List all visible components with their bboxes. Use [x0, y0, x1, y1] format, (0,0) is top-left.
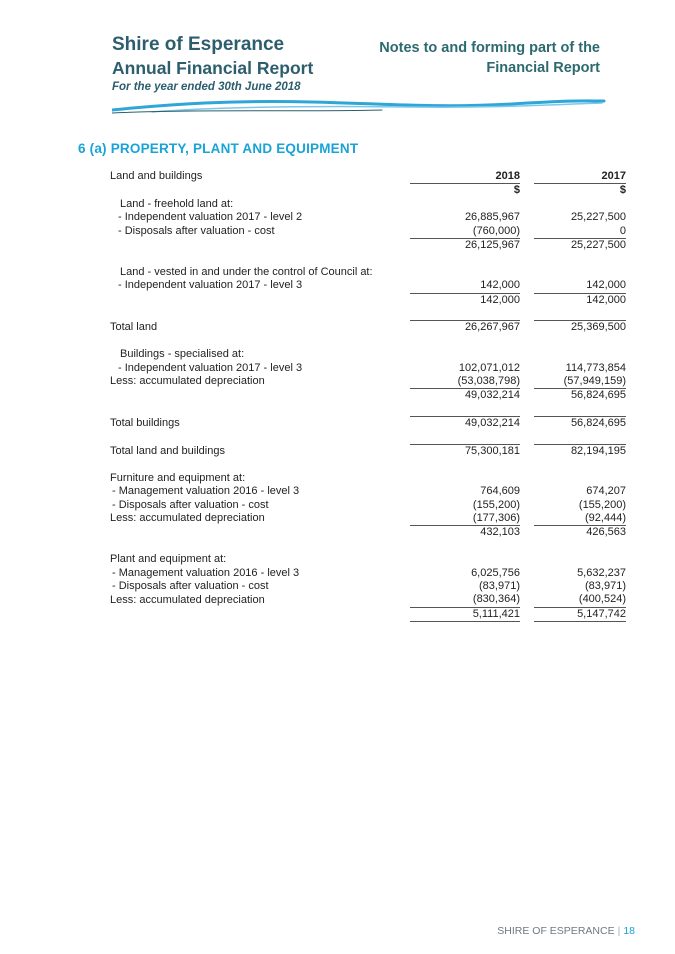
value-2018: 26,885,967	[464, 211, 520, 224]
table-row	[110, 225, 626, 239]
row-label	[110, 252, 410, 265]
table-row	[110, 293, 626, 307]
value-2017: 142,000	[534, 293, 626, 307]
report-title: Shire of Esperance	[112, 34, 285, 55]
row-label: - Independent valuation 2017 - level 2	[118, 211, 303, 224]
value-2018	[410, 198, 520, 211]
row-label	[110, 540, 410, 553]
value-2018: (177,306)	[472, 512, 520, 525]
value-2017: 114,773,854	[565, 361, 626, 374]
value-2017: (155,200)	[578, 498, 626, 511]
value-2018	[410, 335, 520, 348]
table-row	[110, 403, 626, 417]
table-row	[110, 512, 626, 526]
value-2017: 0	[619, 224, 626, 237]
value-2017: 426,563	[534, 526, 626, 540]
row-label	[110, 403, 410, 417]
notes-title-line2: Financial Report	[486, 60, 600, 76]
row-label: - Independent valuation 2017 - level 3	[118, 361, 303, 374]
table-row	[110, 307, 626, 321]
row-label	[110, 526, 410, 540]
row-label: - Disposals after valuation - cost	[112, 580, 269, 593]
value-2017: (400,524)	[578, 593, 626, 606]
row-label: Buildings - specialised at:	[120, 348, 245, 361]
table-row	[110, 348, 626, 361]
value-2018: 432,103	[410, 526, 520, 540]
row-label: - Management valuation 2016 - level 3	[112, 485, 300, 498]
table-row	[110, 252, 626, 265]
row-label: Total buildings	[110, 417, 180, 429]
value-2017	[534, 307, 626, 321]
page-footer	[497, 925, 635, 937]
value-2017: (92,444)	[585, 512, 626, 525]
value-2017	[534, 252, 626, 265]
table-row	[110, 211, 626, 224]
value-2017: 56,824,695	[534, 417, 626, 431]
value-2018: 102,071,012	[458, 361, 520, 374]
column-2017-header: 2017	[534, 170, 626, 184]
value-2017	[534, 198, 626, 211]
notes-title-line1: Notes to and forming part of the	[379, 40, 600, 56]
value-2018: (760,000)	[472, 224, 520, 237]
table-row	[110, 567, 626, 580]
value-2018	[410, 266, 520, 279]
row-label	[110, 431, 410, 445]
table-first-label: Land and buildings	[110, 170, 203, 183]
ppe-table	[110, 170, 626, 622]
value-2017: 674,207	[586, 485, 626, 498]
value-2017: 5,147,742	[534, 607, 626, 621]
row-label: Land - vested in and under the control of Council at:	[120, 265, 373, 278]
value-2018: 49,032,214	[410, 389, 520, 403]
value-2018	[410, 252, 520, 265]
table-row	[110, 553, 626, 566]
table-row	[110, 198, 626, 211]
value-2017	[534, 553, 626, 566]
table-row	[110, 472, 626, 485]
table-row	[110, 445, 626, 459]
value-2017	[534, 431, 626, 445]
report-period: For the year ended 30th June 2018	[112, 81, 301, 93]
value-2017: 25,369,500	[534, 321, 626, 335]
value-2017: 56,824,695	[534, 389, 626, 403]
row-label	[110, 335, 410, 348]
table-row	[110, 321, 626, 335]
table-row	[110, 375, 626, 389]
footer-org: SHIRE OF ESPERANCE	[497, 925, 615, 937]
value-2017: 5,632,237	[577, 566, 626, 579]
table-row	[110, 540, 626, 553]
table-row	[110, 362, 626, 375]
value-2017	[534, 472, 626, 485]
table-row	[110, 526, 626, 540]
page-number: 18	[623, 925, 635, 937]
row-label	[110, 239, 410, 253]
row-label: Furniture and equipment at:	[110, 471, 246, 484]
value-2018: 5,111,421	[410, 607, 520, 621]
value-2018: 49,032,214	[410, 417, 520, 431]
value-2017: 25,227,500	[534, 239, 626, 253]
value-2018	[410, 431, 520, 445]
value-2018	[410, 348, 520, 361]
value-2018: 26,267,967	[410, 321, 520, 335]
currency-row	[110, 184, 626, 198]
row-label	[110, 458, 410, 471]
currency-2017: $	[619, 184, 626, 197]
row-label: Less: accumulated depreciation	[110, 512, 265, 525]
value-2018: 75,300,181	[410, 445, 520, 459]
table-row	[110, 279, 626, 293]
row-label: - Independent valuation 2017 - level 3	[118, 279, 303, 292]
table-row	[110, 417, 626, 431]
row-label: Less: accumulated depreciation	[110, 593, 265, 606]
value-2018: (155,200)	[472, 498, 520, 511]
value-2017	[534, 266, 626, 279]
value-2018	[410, 472, 520, 485]
row-label	[110, 389, 410, 403]
value-2017: 25,227,500	[570, 211, 626, 224]
row-label	[110, 607, 410, 621]
value-2018: 142,000	[480, 279, 520, 292]
value-2018: (53,038,798)	[457, 375, 520, 388]
row-label: Total land	[110, 321, 158, 334]
footer-separator: |	[617, 925, 621, 937]
row-label: Land - freehold land at:	[120, 197, 234, 210]
value-2018: 6,025,756	[471, 566, 520, 579]
value-2018: (83,971)	[479, 580, 520, 593]
value-2017	[534, 458, 626, 471]
report-header	[112, 34, 313, 93]
row-label: Total land and buildings	[110, 444, 225, 457]
value-2017	[534, 348, 626, 361]
value-2018: (830,364)	[472, 593, 520, 606]
row-label: - Disposals after valuation - cost	[118, 224, 275, 237]
header-wave-decoration	[112, 96, 607, 116]
row-label	[110, 293, 410, 307]
table-row	[110, 499, 626, 512]
value-2017	[534, 403, 626, 417]
row-label	[110, 307, 410, 321]
value-2017: (57,949,159)	[563, 375, 626, 388]
value-2018: 26,125,967	[410, 239, 520, 253]
value-2018: 142,000	[410, 293, 520, 307]
value-2018	[410, 307, 520, 321]
value-2017	[534, 335, 626, 348]
value-2018	[410, 403, 520, 417]
table-row	[110, 239, 626, 253]
section-title: 6 (a) PROPERTY, PLANT AND EQUIPMENT	[78, 141, 359, 156]
table-row	[110, 335, 626, 348]
value-2018: 764,609	[480, 485, 520, 498]
row-label: Plant and equipment at:	[110, 553, 227, 566]
table-row	[110, 607, 626, 621]
table-row	[110, 389, 626, 403]
row-label: - Management valuation 2016 - level 3	[112, 566, 300, 579]
column-2018-header: 2018	[410, 170, 520, 184]
value-2018	[410, 553, 520, 566]
table-row	[110, 458, 626, 471]
table-row	[110, 266, 626, 279]
value-2017	[534, 540, 626, 553]
value-2017: 82,194,195	[534, 445, 626, 459]
table-row	[110, 485, 626, 498]
value-2017: (83,971)	[585, 580, 626, 593]
currency-2018: $	[513, 184, 520, 197]
value-2018	[410, 540, 520, 553]
table-row	[110, 580, 626, 593]
table-header-row	[110, 170, 626, 184]
row-label: Less: accumulated depreciation	[110, 375, 265, 388]
value-2018	[410, 458, 520, 471]
table-row	[110, 431, 626, 445]
value-2017: 142,000	[586, 279, 626, 292]
row-label: - Disposals after valuation - cost	[112, 498, 269, 511]
report-title-line2: Annual Financial Report	[112, 58, 314, 78]
table-row	[110, 593, 626, 607]
notes-header	[379, 38, 600, 78]
